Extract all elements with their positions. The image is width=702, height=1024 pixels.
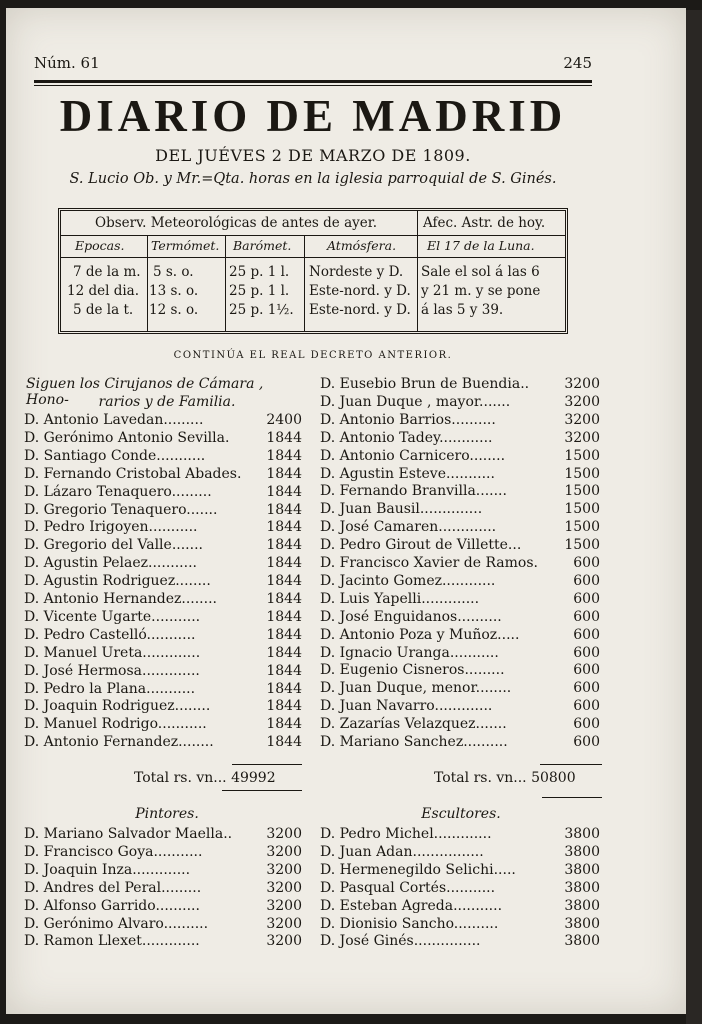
list-item-amount: 2400	[266, 412, 302, 428]
list-item-name: D. Pasqual Cortés...........	[320, 879, 496, 896]
list-item-name: D. Pedro Michel.............	[320, 826, 492, 842]
list-item-name: D. Pedro la Plana...........	[24, 680, 196, 697]
list-item-amount: 1844	[266, 644, 302, 661]
list-item-amount: 3800	[564, 826, 600, 842]
list-item-name: D. Eusebio Brun de Buendia..	[320, 376, 530, 392]
list-item-name: D. Antonio Fernandez........	[24, 734, 214, 751]
masthead-title: DIARIO DE MADRID	[59, 91, 567, 141]
list-item-amount: 1500	[564, 447, 600, 464]
list-item-amount: 600	[573, 698, 600, 715]
list-item-amount: 600	[573, 572, 600, 589]
list-item-name: D. Fernando Cristobal Abades.	[24, 465, 242, 482]
meteo-header-luna: El 17 de la Luna.	[427, 238, 535, 253]
list-item-amount: 600	[573, 734, 600, 750]
header-rule-thin	[34, 85, 592, 86]
list-item-name: D. José Camaren.............	[320, 519, 497, 536]
meteo-table	[58, 208, 568, 334]
list-item-name: D. Fernando Branvilla.......	[320, 483, 507, 500]
list-item-name: D. Esteban Agreda...........	[320, 897, 503, 914]
list-item-name: D. Juan Duque, menor........	[320, 680, 512, 697]
meteo-col-divider	[147, 235, 148, 331]
list-item-amount: 1844	[266, 465, 302, 482]
pintores-heading: Pintores.	[135, 806, 199, 822]
meteo-header-termometro: Termómet.	[151, 238, 220, 253]
list-item-amount: 3800	[564, 861, 600, 878]
list-item-amount: 600	[573, 555, 600, 571]
meteo-baro: 25 p. 1 l.	[229, 283, 290, 299]
list-item-name: D. José Ginés...............	[320, 933, 481, 950]
list-item-name: D. Manuel Rodrigo...........	[24, 716, 207, 733]
list-item-amount: 1844	[266, 447, 302, 464]
list-item-amount: 1844	[266, 591, 302, 607]
left-heading-2: rarios y de Familia.	[98, 394, 236, 410]
list-item-amount: 3200	[266, 826, 302, 842]
page-edge	[686, 10, 702, 1024]
list-item-name: D. Juan Bausil..............	[320, 501, 483, 518]
list-item-name: D. Gregorio del Valle.......	[24, 537, 203, 554]
list-item-name: D. Santiago Conde...........	[24, 447, 206, 464]
list-item-name: D. Lázaro Tenaquero.........	[24, 483, 212, 500]
meteo-term: 13 s. o.	[149, 283, 199, 299]
list-item-name: D. Antonio Hernandez........	[24, 591, 217, 607]
list-item-amount: 1500	[564, 501, 600, 518]
list-item-name: D. Gerónimo Alvaro..........	[24, 915, 209, 932]
left-total: Total rs. vn... 49992	[134, 770, 276, 786]
list-item-name: D. Jacinto Gomez............	[320, 572, 496, 589]
list-item-amount: 1844	[266, 662, 302, 679]
meteo-col-divider	[225, 235, 226, 331]
list-item-amount: 1844	[266, 573, 302, 590]
page-number: 245	[563, 54, 592, 72]
list-item-name: D. Antonio Tadey............	[320, 429, 493, 446]
list-item-amount: 600	[573, 680, 600, 697]
list-item-name: D. Pedro Castelló...........	[24, 626, 196, 643]
list-item-name: D. Joaquin Inza.............	[24, 861, 191, 878]
list-item-name: D. Andres del Peral.........	[24, 879, 202, 896]
list-item-name: D. Mariano Salvador Maella..	[24, 826, 233, 842]
list-item-name: D. Francisco Xavier de Ramos.	[320, 555, 538, 571]
meteo-astr: y 21 m. y se pone	[421, 283, 541, 299]
list-item-amount: 1844	[266, 734, 302, 751]
list-item-name: D. Manuel Ureta.............	[24, 644, 201, 661]
list-item-amount: 1844	[266, 501, 302, 518]
list-item-name: D. Ramon Llexet.............	[24, 933, 200, 950]
list-item-amount: 1844	[266, 537, 302, 554]
meteo-atm: Nordeste y D.	[309, 264, 404, 280]
list-item-amount: 3200	[266, 879, 302, 896]
list-item-amount: 3200	[564, 393, 600, 410]
right-total-underline	[542, 797, 602, 798]
list-item-amount: 1844	[266, 698, 302, 715]
header-rule	[34, 80, 592, 83]
section-continua: CONTINÚA EL REAL DECRETO ANTERIOR.	[173, 350, 453, 361]
list-item-name: D. Antonio Barrios..........	[320, 411, 496, 428]
list-item-name: D. Pedro Irigoyen...........	[24, 519, 198, 536]
list-item-amount: 3800	[564, 843, 600, 860]
list-item-amount: 3800	[564, 915, 600, 932]
list-item-name: D. José Hermosa.............	[24, 662, 200, 679]
meteo-col-divider	[304, 235, 305, 331]
list-item-name: D. Joaquin Rodriguez........	[24, 698, 211, 715]
list-item-name: D. Agustin Esteve...........	[320, 465, 495, 482]
list-item-amount: 1844	[266, 626, 302, 643]
masthead-saint: S. Lucio Ob. y Mr.=Qta. horas en la iglesia parroquial de S. Ginés.	[69, 171, 557, 187]
list-item-amount: 1844	[266, 555, 302, 572]
list-item-name: D. Pedro Girout de Villette...	[320, 537, 522, 554]
meteo-atm: Este-nord. y D.	[309, 283, 411, 299]
list-item-name: D. José Enguidanos..........	[320, 608, 502, 625]
left-total-underline	[222, 790, 302, 791]
meteo-atm: Este-nord. y D.	[309, 302, 411, 318]
meteo-epoca: 7 de la m.	[73, 264, 141, 280]
meteo-epoca: 12 del dia.	[67, 283, 140, 299]
list-item-amount: 3200	[266, 915, 302, 932]
list-item-amount: 1844	[266, 716, 302, 733]
list-item-amount: 3200	[266, 861, 302, 878]
list-item-name: D. Gregorio Tenaquero.......	[24, 501, 218, 518]
meteo-baro: 25 p. 1½.	[229, 302, 294, 318]
list-item-amount: 1500	[564, 537, 600, 554]
list-item-amount: 3200	[564, 411, 600, 428]
list-item-name: D. Zazarías Velazquez.......	[320, 716, 507, 733]
list-item-amount: 1844	[266, 680, 302, 697]
meteo-title-obs: Observ. Meteorológicas de antes de ayer.	[95, 215, 378, 231]
list-item-name: D. Antonio Poza y Muñoz.....	[320, 626, 520, 643]
meteo-header-row	[61, 235, 565, 258]
list-item-name: D. Alfonso Garrido..........	[24, 897, 200, 914]
list-item-amount: 3800	[564, 879, 600, 896]
list-item-name: D. Antonio Lavedan.........	[24, 412, 204, 428]
list-item-amount: 1844	[266, 519, 302, 536]
list-item-name: D. Agustin Pelaez...........	[24, 555, 197, 572]
list-item-amount: 1844	[266, 429, 302, 446]
list-item-amount: 3800	[564, 933, 600, 950]
list-item-amount: 1500	[564, 519, 600, 536]
list-item-name: D. Gerónimo Antonio Sevilla.	[24, 429, 230, 446]
list-item-name: D. Eugenio Cisneros.........	[320, 662, 505, 679]
list-item-amount: 3200	[266, 933, 302, 950]
meteo-epoca: 5 de la t.	[73, 302, 134, 318]
list-item-name: D. Juan Duque , mayor.......	[320, 393, 511, 410]
list-item-name: D. Juan Adan................	[320, 843, 484, 860]
masthead-date: DEL JUÉVES 2 DE MARZO DE 1809.	[155, 146, 471, 165]
list-item-amount: 600	[573, 590, 600, 607]
list-item-name: D. Vicente Ugarte...........	[24, 608, 201, 625]
list-item-amount: 3200	[266, 843, 302, 860]
list-item-amount: 600	[573, 716, 600, 733]
meteo-title-astr: Afec. Astr. de hoy.	[423, 215, 546, 231]
list-item-amount: 600	[573, 644, 600, 661]
list-item-name: D. Dionisio Sancho..........	[320, 915, 499, 932]
right-total: Total rs. vn... 50800	[434, 770, 576, 786]
meteo-header-barometro: Barómet.	[233, 238, 292, 253]
list-item-amount: 3200	[266, 897, 302, 914]
escultores-heading: Escultores.	[421, 806, 501, 822]
meteo-title-row	[61, 211, 565, 236]
list-item-amount: 3200	[564, 376, 600, 392]
list-item-name: D. Agustin Rodriguez........	[24, 573, 211, 590]
meteo-header-atmosfera: Atmósfera.	[327, 238, 397, 253]
list-item-name: D. Luis Yapelli.............	[320, 590, 480, 607]
meteo-term: 5 s. o.	[153, 264, 194, 280]
list-item-name: D. Francisco Goya...........	[24, 843, 203, 860]
issue-number: Núm. 61	[34, 54, 100, 72]
list-item-amount: 1844	[266, 608, 302, 625]
list-item-name: D. Hermenegildo Selichi.....	[320, 861, 516, 878]
left-total-rule	[232, 764, 302, 765]
list-item-name: D. Juan Navarro.............	[320, 698, 493, 715]
right-total-rule	[540, 764, 602, 765]
list-item-amount: 3200	[564, 429, 600, 446]
list-item-amount: 1500	[564, 483, 600, 500]
meteo-divider	[417, 211, 418, 235]
list-item-amount: 1844	[266, 483, 302, 500]
list-item-amount: 3800	[564, 897, 600, 914]
list-item-name: D. Antonio Carnicero........	[320, 447, 506, 464]
list-item-amount: 600	[573, 662, 600, 679]
list-item-name: D. Mariano Sanchez..........	[320, 734, 508, 750]
list-item-name: D. Ignacio Uranga...........	[320, 644, 499, 661]
list-item-amount: 600	[573, 626, 600, 643]
list-item-amount: 1500	[564, 465, 600, 482]
meteo-header-epocas: Epocas.	[75, 238, 125, 253]
left-heading-1: Siguen los Cirujanos de Cámara , Hono-	[26, 376, 264, 408]
meteo-astr: Sale el sol á las 6	[421, 264, 540, 280]
meteo-astr: á las 5 y 39.	[421, 302, 504, 318]
meteo-baro: 25 p. 1 l.	[229, 264, 290, 280]
list-item-amount: 600	[573, 608, 600, 625]
meteo-col-divider	[417, 235, 418, 331]
meteo-term: 12 s. o.	[149, 302, 199, 318]
